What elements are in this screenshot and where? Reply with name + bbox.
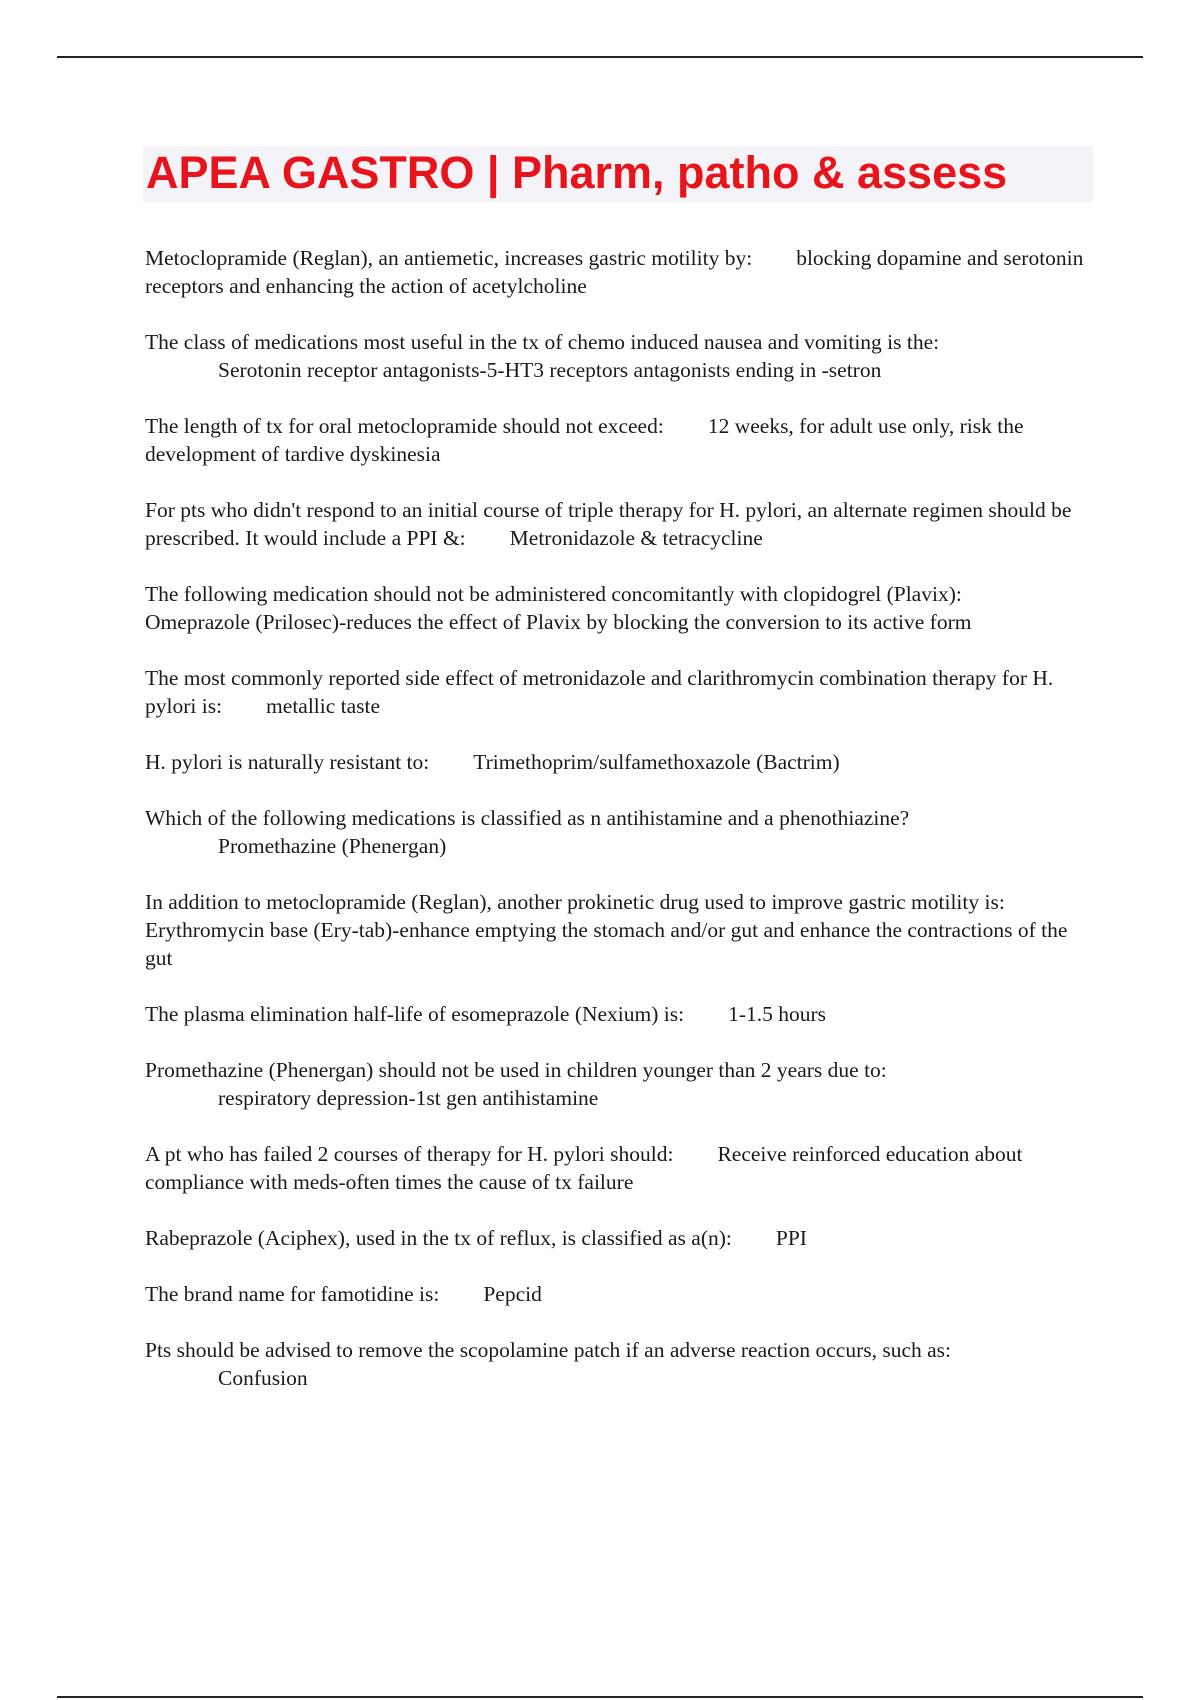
qa-item-7 (145, 748, 1100, 776)
page-title: APEA GASTRO | Pharm, patho & assess (146, 147, 1008, 198)
qa-item-8 (145, 804, 1100, 860)
qa-item-13 (145, 1224, 1100, 1252)
question: The plasma elimination half-life of esomeprazole (Nexium) is: (145, 1002, 685, 1026)
qa-item-10 (145, 1000, 1100, 1028)
bottom-rule (57, 1696, 1143, 1698)
answer: 1-1.5 hours (728, 1002, 827, 1026)
question: The length of tx for oral metoclopramide should not exceed: (145, 414, 664, 438)
question: H. pylori is naturally resistant to: (145, 750, 430, 774)
qa-item-11 (145, 1056, 1100, 1112)
answer: 12 weeks, for adult use only, risk the development of tardive dyskinesia (145, 414, 1024, 466)
top-rule (57, 56, 1143, 58)
qa-list (145, 244, 1100, 1420)
qa-item-5 (145, 580, 1100, 636)
qa-item-1 (145, 244, 1100, 300)
question: The following medication should not be administered concomitantly with clopidogrel (Plavix): (145, 582, 962, 606)
answer: PPI (775, 1226, 807, 1250)
answer: Omeprazole (Prilosec)-reduces the effect of Plavix by blocking the conversion to its active form (145, 610, 972, 634)
qa-item-14 (145, 1280, 1100, 1308)
answer: blocking dopamine and serotonin receptors and enhancing the action of acetylcholine (145, 246, 1084, 298)
qa-item-2 (145, 328, 1100, 384)
question: The class of medications most useful in the tx of chemo induced nausea and vomiting is the: (145, 330, 940, 354)
question: Rabeprazole (Aciphex), used in the tx of reflux, is classified as a(n): (145, 1226, 732, 1250)
question: Which of the following medications is classified as n antihistamine and a phenothiazine? (145, 806, 910, 830)
answer: respiratory depression-1st gen antihistamine (218, 1086, 599, 1110)
answer: Serotonin receptor antagonists-5-HT3 receptors antagonists ending in -setron (218, 358, 882, 382)
question: Pts should be advised to remove the scopolamine patch if an adverse reaction occurs, such as: (145, 1338, 952, 1362)
answer: Metronidazole & tetracycline (509, 526, 763, 550)
question: A pt who has failed 2 courses of therapy for H. pylori should: (145, 1142, 674, 1166)
answer: Trimethoprim/sulfamethoxazole (Bactrim) (473, 750, 840, 774)
answer: Promethazine (Phenergan) (218, 834, 447, 858)
qa-item-12 (145, 1140, 1100, 1196)
question: In addition to metoclopramide (Reglan), another prokinetic drug used to improve gastric motility is: (145, 890, 1005, 914)
answer: Erythromycin base (Ery-tab)-enhance emptying the stomach and/or gut and enhance the contractions of the gut (145, 918, 1068, 970)
question: Promethazine (Phenergan) should not be used in children younger than 2 years due to: (145, 1058, 887, 1082)
qa-item-6 (145, 664, 1100, 720)
answer: metallic taste (266, 694, 381, 718)
qa-item-9 (145, 888, 1100, 972)
question: For pts who didn't respond to an initial course of triple therapy for H. pylori, an alternate regimen should be prescribed. It would include a PPI &: (145, 498, 1072, 550)
question: The brand name for famotidine is: (145, 1282, 440, 1306)
answer: Confusion (218, 1366, 308, 1390)
question: The most commonly reported side effect of metronidazole and clarithromycin combination therapy for H. pylori is: (145, 666, 1054, 718)
answer: Receive reinforced education about compliance with meds-often times the cause of tx failure (145, 1142, 1023, 1194)
qa-item-3 (145, 412, 1100, 468)
qa-item-15 (145, 1336, 1100, 1392)
answer: Pepcid (483, 1282, 542, 1306)
question: Metoclopramide (Reglan), an antiemetic, increases gastric motility by: (145, 246, 753, 270)
qa-item-4 (145, 496, 1100, 552)
